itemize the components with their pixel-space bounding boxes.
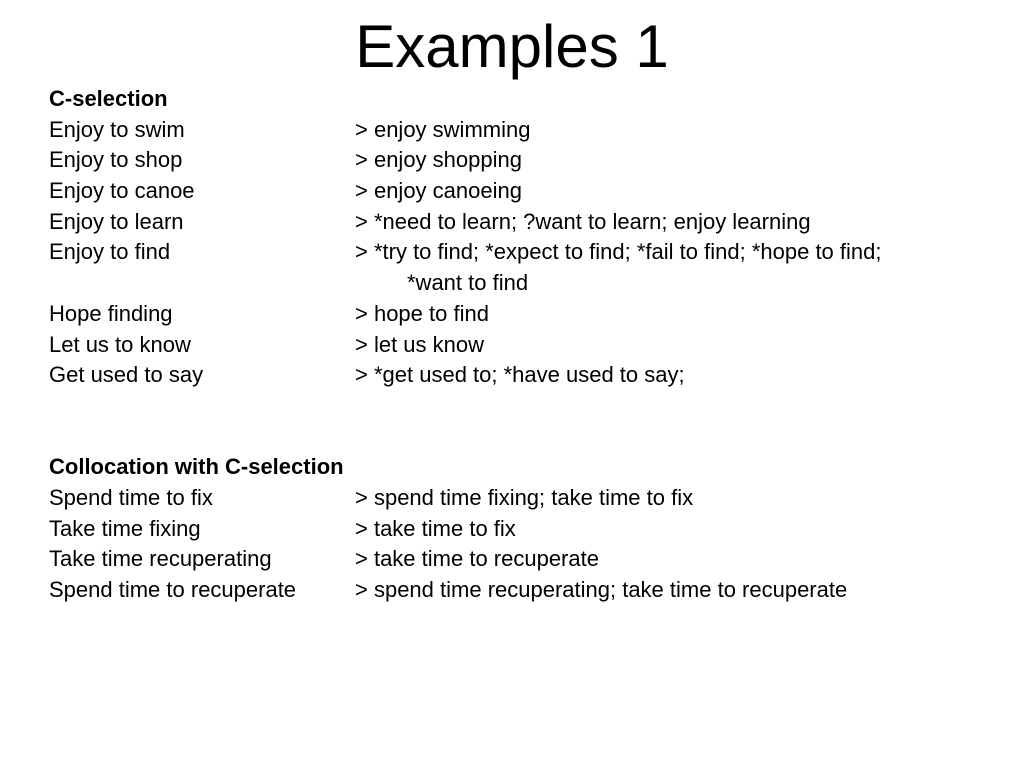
example-row xyxy=(49,360,1009,391)
incorrect-form: Get used to say xyxy=(49,362,204,388)
example-row xyxy=(49,544,1009,575)
correct-form: > spend time fixing; take time to fix xyxy=(355,484,694,510)
incorrect-form: Take time fixing xyxy=(49,515,201,541)
section-heading-c-selection: C-selection xyxy=(49,86,168,111)
incorrect-form: Enjoy to canoe xyxy=(49,178,195,204)
slide-title: Examples 1 xyxy=(355,13,669,80)
incorrect-form: Take time recuperating xyxy=(49,546,272,572)
correct-form: > let us know xyxy=(355,331,485,357)
incorrect-form: Enjoy to find xyxy=(49,239,171,265)
example-row xyxy=(49,237,1009,268)
example-row xyxy=(49,207,1009,238)
example-row xyxy=(49,145,1009,176)
correct-form: > enjoy swimming xyxy=(355,116,531,142)
incorrect-form: Hope finding xyxy=(49,300,173,326)
example-row xyxy=(49,115,1009,146)
incorrect-form: Let us to know xyxy=(49,331,191,357)
slide-body xyxy=(49,84,1009,606)
correct-form-continuation: *want to find xyxy=(407,270,529,296)
correct-form: > *get used to; *have used to say; xyxy=(355,362,685,388)
correct-form: > hope to find xyxy=(355,300,489,326)
incorrect-form: Spend time to fix xyxy=(49,484,213,510)
example-row xyxy=(49,330,1009,361)
correct-form: > spend time recuperating; take time to recuperate xyxy=(355,577,848,603)
correct-form: > take time to fix xyxy=(355,515,516,541)
empty-cell xyxy=(49,268,355,299)
correct-form: > enjoy shopping xyxy=(355,147,522,173)
incorrect-form: Enjoy to learn xyxy=(49,208,184,234)
example-row xyxy=(49,483,1009,514)
example-row xyxy=(49,514,1009,545)
section-spacer xyxy=(49,391,1009,452)
incorrect-form: Enjoy to shop xyxy=(49,147,183,173)
example-row xyxy=(49,299,1009,330)
correct-form: > *need to learn; ?want to learn; enjoy learning xyxy=(355,208,811,234)
correct-form: > take time to recuperate xyxy=(355,546,599,572)
correct-form: > *try to find; *expect to find; *fail to find; *hope to find; xyxy=(355,239,882,265)
incorrect-form: Spend time to recuperate xyxy=(49,577,297,603)
incorrect-form: Enjoy to swim xyxy=(49,116,185,142)
correct-form: > enjoy canoeing xyxy=(355,178,522,204)
example-row-continuation xyxy=(49,268,1009,299)
section-heading-collocation: Collocation with C-selection xyxy=(49,454,344,480)
example-row xyxy=(49,575,1009,606)
example-row xyxy=(49,176,1009,207)
